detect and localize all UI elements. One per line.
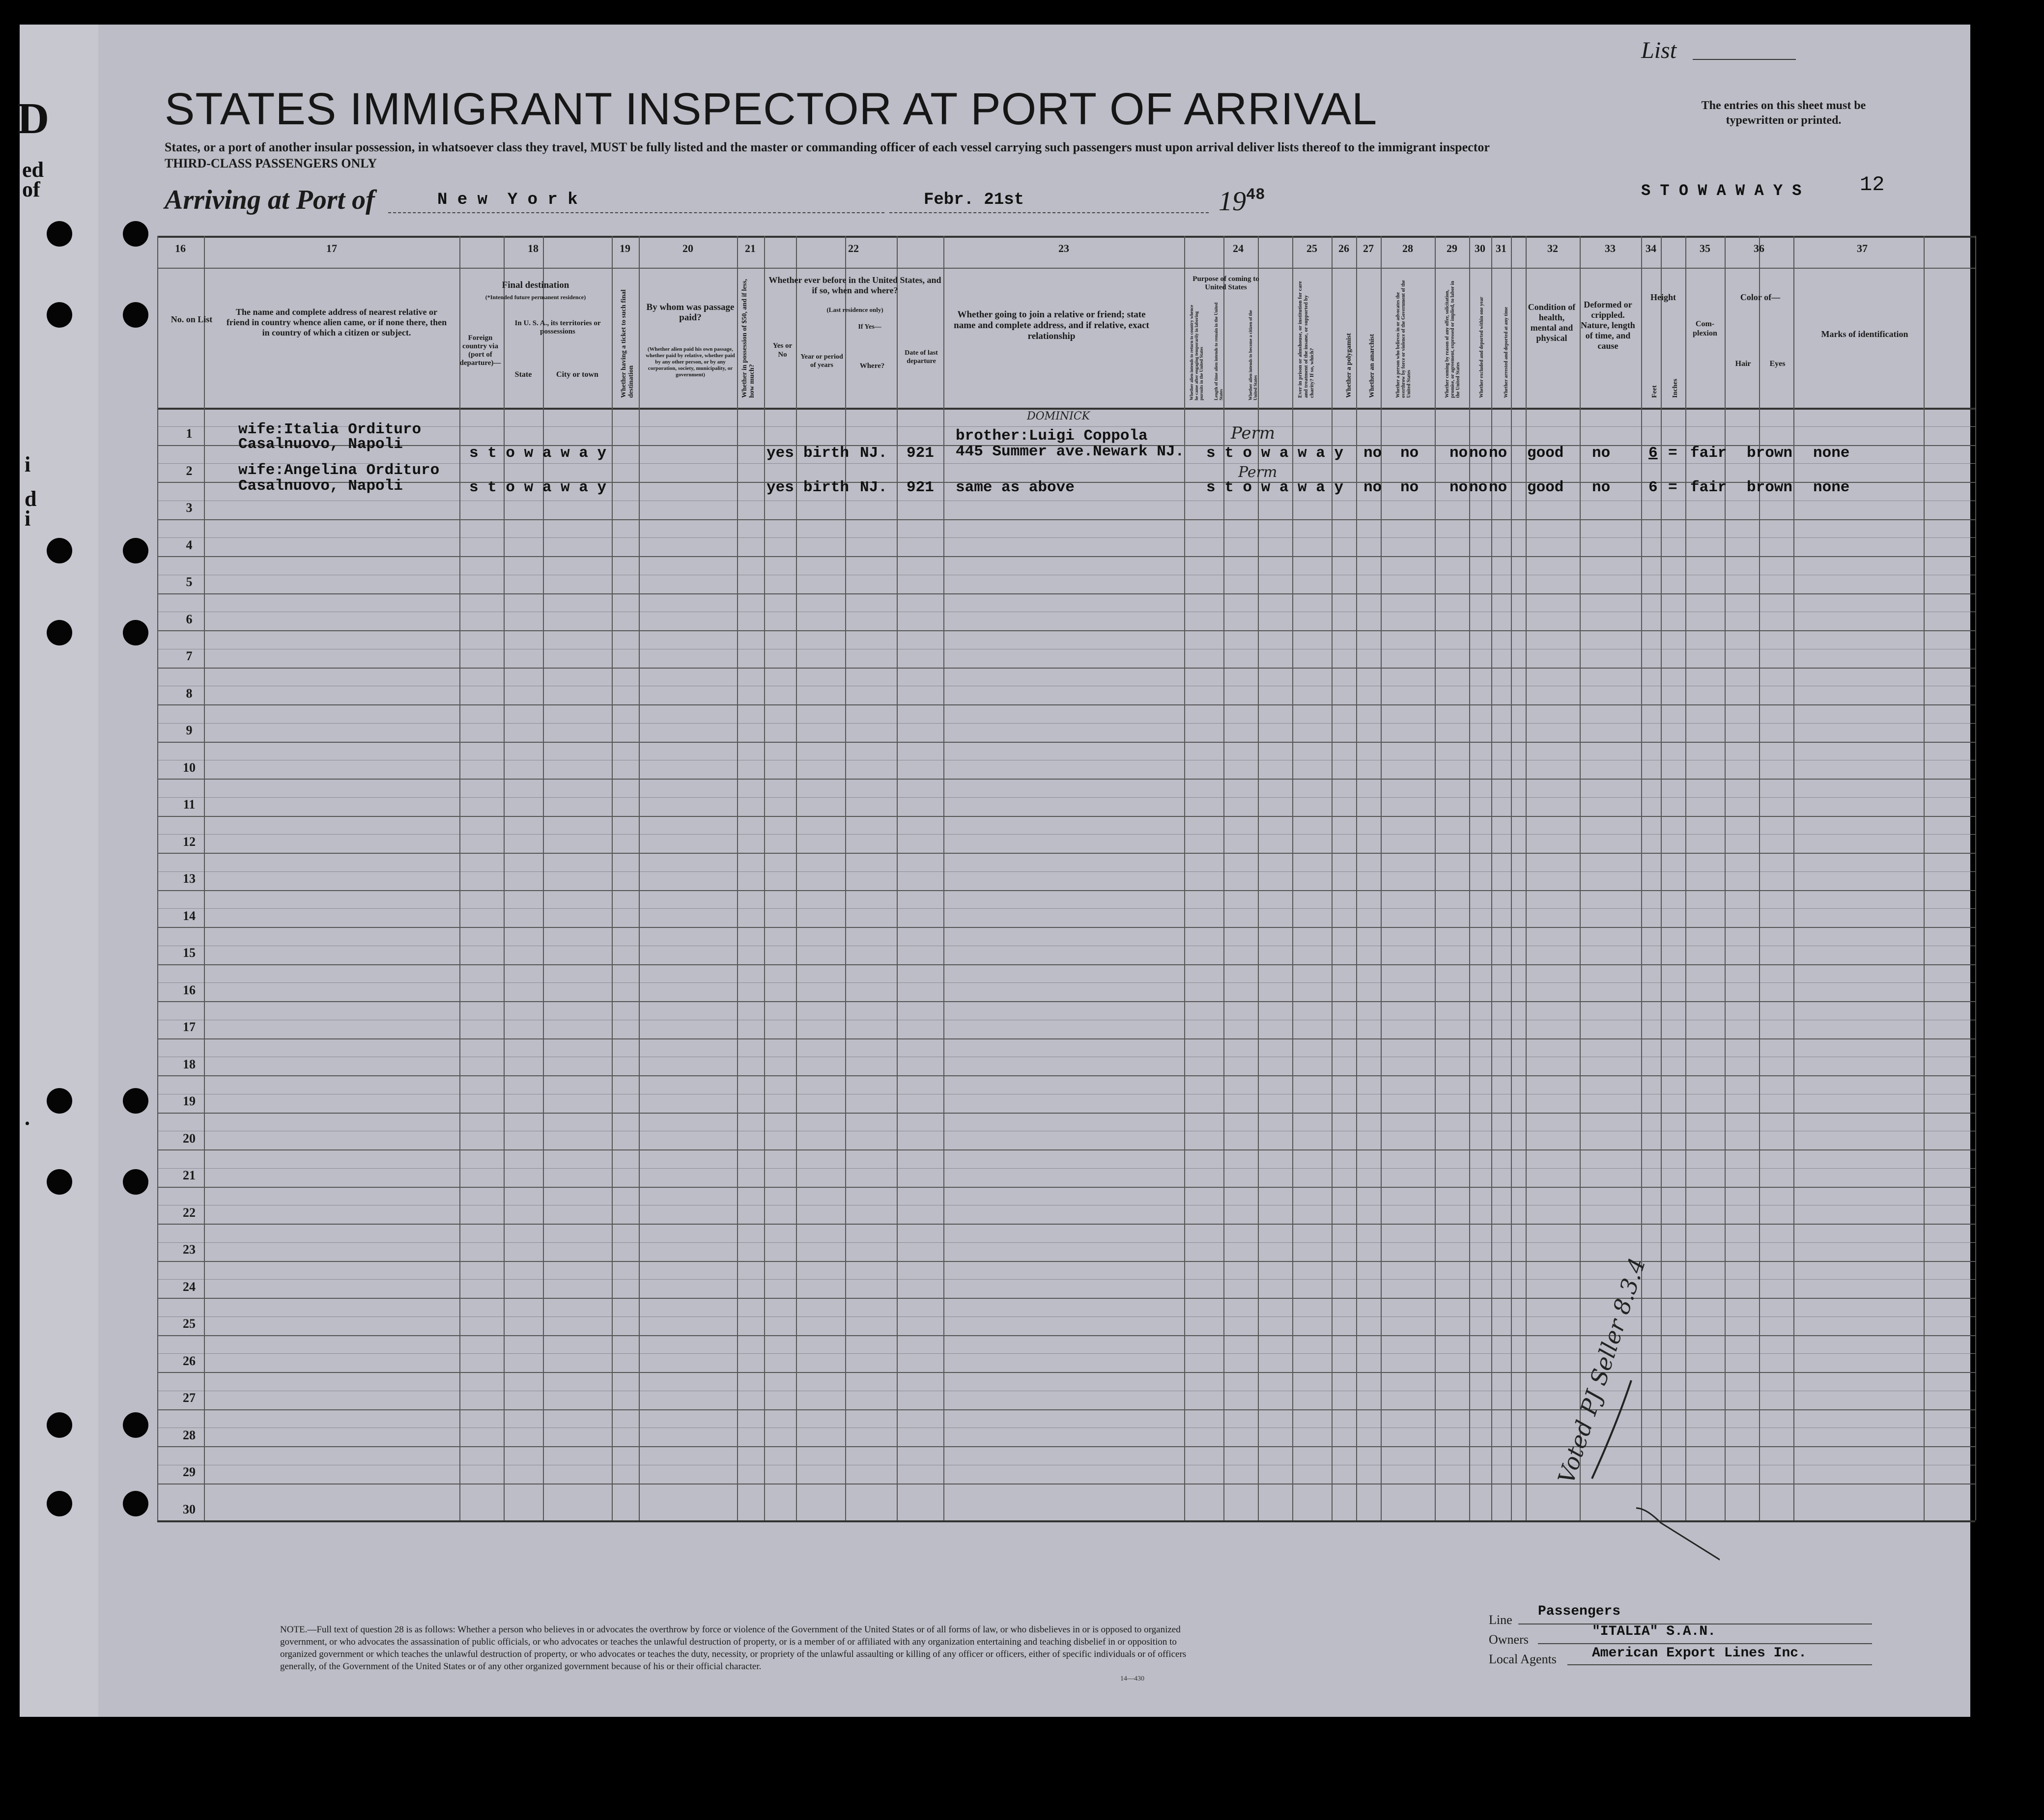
punch-hole	[47, 1088, 72, 1114]
row1-relative-line1: wife:Italia Ordituro	[238, 421, 422, 438]
column-number: 34	[1646, 242, 1656, 254]
grid-line	[157, 556, 1975, 557]
grid-line	[1759, 236, 1760, 1520]
row-number: 12	[183, 834, 196, 849]
handwritten-annotation: Voted PJ Seller 8.3.4	[1553, 1254, 1651, 1487]
row-number: 3	[186, 501, 193, 515]
row-line	[157, 908, 1975, 909]
owners-value: "ITALIA" S.A.N.	[1592, 1624, 1716, 1639]
page-title: STATES IMMIGRANT INSPECTOR AT PORT OF ARRIVAL	[165, 84, 1378, 134]
list-number-line	[1693, 59, 1796, 60]
punch-hole	[47, 620, 72, 645]
header-polygamist: Whether a polygamist	[1345, 333, 1353, 398]
row2-destination: s t o w a w a y	[469, 479, 607, 496]
row1-period: birth	[803, 445, 850, 462]
row1-departure: 921	[907, 445, 934, 462]
row2-q31: no	[1489, 479, 1507, 496]
header-passage-paid: By whom was passage paid?	[646, 302, 735, 323]
grid-line	[157, 1149, 1975, 1150]
year-prefix	[1219, 186, 1265, 217]
row-number: 29	[183, 1465, 196, 1479]
grid-line	[1469, 236, 1470, 1520]
row-number: 13	[183, 871, 196, 886]
header-complexion: Com-plexion	[1693, 320, 1717, 337]
row2-join-line1: same as above	[956, 479, 1075, 496]
row1-inches: =	[1668, 445, 1677, 462]
grid-line	[1511, 236, 1512, 1520]
header-q31: Whether arrested and deported at any time	[1504, 307, 1509, 398]
row-line	[157, 537, 1975, 538]
row-number: 17	[183, 1020, 196, 1034]
row-line	[157, 723, 1975, 724]
grid-line	[157, 1261, 1975, 1262]
header-in-usa: In U. S. A., its territories or possessions	[514, 319, 601, 336]
owners-fill-line	[1538, 1643, 1872, 1644]
row1-deformed: no	[1592, 445, 1611, 462]
row-line	[157, 1242, 1975, 1243]
port-fill-line	[388, 212, 884, 213]
year-suffix-text: 48	[1246, 186, 1265, 204]
punch-hole	[123, 538, 148, 563]
row1-hair: brown	[1747, 445, 1793, 462]
form-number: 14—430	[1120, 1675, 1144, 1682]
grid-line	[157, 1224, 1975, 1225]
grid-line	[1184, 236, 1185, 1520]
row-number: 14	[183, 908, 196, 923]
row2-where: NJ.	[860, 479, 887, 496]
punch-hole	[123, 1169, 148, 1195]
grid-line	[157, 890, 1975, 891]
grid-line	[157, 927, 1975, 928]
grid-line	[1223, 236, 1224, 1520]
row1-join-line1: brother:Luigi Coppola	[956, 427, 1148, 445]
punch-hole	[47, 1169, 72, 1195]
grid-line	[543, 236, 544, 1520]
row-line	[157, 797, 1975, 798]
strip-fragment: i	[25, 452, 31, 476]
category-label: S T O W A W A Y S	[1641, 182, 1802, 200]
column-number: 16	[175, 242, 186, 254]
header-marks: Marks of identification	[1821, 329, 1908, 339]
row-line	[157, 982, 1975, 983]
grid-line	[1292, 236, 1293, 1520]
header-ever-before: Whether ever before in the United States, and if so, when and where?	[768, 275, 941, 295]
column-number: 23	[1058, 242, 1069, 254]
header-join-relative: Whether going to join a relative or friend; state name and complete address, and if relative, exact relationship	[954, 309, 1149, 341]
row1-marks: none	[1813, 445, 1850, 462]
grid-line	[1356, 236, 1357, 1520]
strip-fragment: i	[25, 506, 31, 531]
row-line	[157, 871, 1975, 872]
header-purpose-b: Length of time alien intends to remain in the United States	[1214, 302, 1223, 400]
header-height: Height	[1650, 292, 1676, 302]
row2-feet: 6	[1648, 479, 1658, 496]
row-number: 9	[186, 723, 193, 737]
punch-hole	[123, 620, 148, 645]
column-number: 27	[1363, 242, 1374, 254]
row-number: 10	[183, 760, 196, 775]
row2-relative-line1: wife:Angelina Ordituro	[238, 462, 440, 479]
row-line	[157, 1279, 1975, 1280]
punch-hole	[123, 1412, 148, 1438]
column-number: 26	[1338, 242, 1349, 254]
row2-relative-line2: Casalnuovo, Napoli	[238, 477, 403, 495]
row2-purpose: s t o w a w a y	[1206, 479, 1344, 496]
row-number: 22	[183, 1205, 196, 1220]
grid-line	[157, 1001, 1975, 1002]
grid-line	[1381, 236, 1382, 1520]
date-value: Febr. 21st	[924, 191, 1024, 209]
header-eyes: Eyes	[1769, 360, 1786, 368]
row2-departure: 921	[907, 479, 934, 496]
strip-fragment: d	[25, 487, 37, 511]
grid-line	[1924, 236, 1925, 1520]
row1-join-line2: 445 Summer ave.Newark NJ.	[956, 443, 1185, 460]
row-number: 18	[183, 1057, 196, 1071]
typewritten-note: The entries on this sheet must be typewritten or printed.	[1701, 99, 1866, 127]
row-number: 5	[186, 575, 193, 589]
grid-line	[157, 1298, 1975, 1299]
agents-fill-line	[1567, 1664, 1872, 1665]
row-number: 15	[183, 946, 196, 960]
punch-hole	[47, 221, 72, 247]
header-purpose-c: Whether alien intends to become a citizen of the United States	[1248, 310, 1258, 400]
column-number: 28	[1402, 242, 1413, 254]
row2-marks: none	[1813, 479, 1850, 496]
header-inches: Inches	[1672, 379, 1679, 398]
column-number: 30	[1475, 242, 1485, 254]
column-number: 29	[1447, 242, 1457, 254]
grid-line	[157, 1335, 1975, 1336]
punch-hole	[123, 1491, 148, 1516]
grid-line	[157, 1038, 1975, 1039]
grid-line	[459, 236, 460, 1520]
header-final-destination-sub: (*Intended future permanent residence)	[485, 294, 586, 301]
row-number: 16	[183, 982, 196, 997]
row-line	[157, 1353, 1975, 1354]
grid-line	[157, 742, 1975, 743]
grid-line	[612, 236, 613, 1520]
arriving-label: Arriving at Port of	[165, 185, 375, 215]
punch-hole	[47, 1491, 72, 1516]
header-possession-50: Whether in possession of $50, and if less, how much?	[741, 279, 756, 398]
header-purpose-a: Whether alien intends to return to country whence he came after engaging temporarily in laboring pursuits in the United States	[1189, 305, 1204, 400]
column-number: 22	[848, 242, 859, 254]
grid-line	[796, 236, 797, 1520]
local-agents-label: Local Agents	[1489, 1652, 1557, 1666]
grid-line	[1332, 236, 1333, 1520]
row-number: 4	[186, 537, 193, 552]
grid-line	[1435, 236, 1436, 1520]
strip-fragment: .	[25, 1106, 30, 1130]
header-yes-no: Yes or No	[772, 342, 793, 359]
punch-hole	[123, 221, 148, 247]
column-number: 17	[326, 242, 337, 254]
header-anarchist: Whether an anarchist	[1368, 334, 1376, 398]
punch-hole	[47, 1412, 72, 1438]
column-number: 19	[620, 242, 630, 254]
row-number: 20	[183, 1131, 196, 1146]
row1-relative-line2: Casalnuovo, Napoli	[238, 436, 403, 453]
row2-q30: no	[1469, 479, 1488, 496]
row-number: 2	[186, 463, 193, 478]
column-number: 21	[745, 242, 756, 254]
punch-hole	[47, 538, 72, 563]
list-label: List	[1641, 37, 1677, 63]
previous-page-strip	[17, 25, 101, 1717]
grid-line	[157, 236, 1975, 238]
row2-hair: brown	[1747, 479, 1793, 496]
row2-inches: =	[1668, 479, 1677, 496]
strip-fragment: ed	[22, 158, 44, 182]
grid-line	[1685, 236, 1686, 1520]
grid-line	[157, 668, 1975, 669]
row2-complexion: fair	[1690, 479, 1727, 496]
grid-line	[845, 236, 846, 1520]
row-number: 7	[186, 649, 193, 663]
header-year-period: Year or period of years	[800, 353, 843, 369]
row2-polygamist: no	[1363, 479, 1382, 496]
row2-ever-before: yes	[766, 479, 794, 496]
header-where: Where?	[859, 362, 885, 370]
header-city: City or town	[556, 370, 598, 379]
row1-feet: 6	[1648, 445, 1658, 462]
line-value: Passengers	[1538, 1604, 1621, 1619]
row-number: 8	[186, 686, 193, 700]
column-number: 37	[1857, 242, 1868, 254]
grid-line	[897, 236, 898, 1520]
row-number: 11	[183, 797, 196, 812]
header-q29: Whether coming by reason of any offer, solicitation, promise, or agreement, expressed or implied, to labor in the United States	[1445, 280, 1461, 398]
header-instruction: States, or a port of another insular possession, in whatsoever class they travel, MUST be fully listed and the master or commanding officer of each vessel carrying such passengers must upon arrival deliver lists thereof to the immigrant inspector	[165, 140, 1490, 154]
grid-line	[1725, 236, 1726, 1520]
row1-complexion: fair	[1690, 445, 1727, 462]
grid-line	[157, 519, 1975, 520]
grid-line	[157, 853, 1975, 854]
grid-line	[639, 236, 640, 1520]
column-number: 20	[682, 242, 693, 254]
grid-line	[504, 236, 505, 1520]
header-q28: Whether a person who believes in or advocates the overthrow by force or violence of the Government of the United States	[1395, 280, 1412, 398]
grid-line	[157, 408, 1975, 410]
punch-hole	[47, 302, 72, 328]
third-class-label: THIRD-CLASS PASSENGERS ONLY	[165, 156, 377, 170]
row-number: 27	[183, 1391, 196, 1405]
grid-line	[943, 236, 944, 1520]
header-ever-before-sub: (Last residence only)	[826, 306, 883, 313]
grid-line	[157, 1113, 1975, 1114]
grid-line	[157, 964, 1975, 965]
row1-where: NJ.	[860, 445, 887, 462]
grid-line	[157, 593, 1975, 594]
header-state: State	[514, 370, 532, 379]
grid-line	[1975, 236, 1976, 1520]
grid-line	[764, 236, 765, 1520]
row-number: 25	[183, 1316, 196, 1331]
header-deformed: Deformed or crippled. Nature, length of time, and cause	[1581, 300, 1635, 351]
header-feet: Feet	[1651, 385, 1658, 398]
grid-line	[1526, 236, 1527, 1520]
row-number: 21	[183, 1168, 196, 1182]
header-prison: Ever in prison or almshouse, or institution for care and treatment of the insane, or supported by charity? If so, which?	[1297, 281, 1315, 398]
year-prefix-text: 19	[1219, 186, 1246, 217]
footnote-question-28: NOTE.—Full text of question 28 is as follows: Whether a person who believes in or advocates the overthrow by force or violence of the Government of the United States or of all forms of law, or who disbelieves in or is opposed to organized government, or who advocates the assassination of public officials, or who advocates or teaches the unlawful destruction of property, or is a member of or affiliated with any organization entertaining and teaching disbelief in or opposition to organized government or which teaches the unlawful destruction of property, or who advocates or teaches the duty, necessity, or propriety of the unlawful assaulting or killing of any officer or officers, either of specific individuals or of officers generally, of the Government of the United States or of any other organized government because of his or their official character.	[280, 1624, 1187, 1672]
agents-value: American Export Lines Inc.	[1592, 1646, 1807, 1661]
row2-anarchist: no	[1400, 479, 1419, 496]
row1-join-correction: DOMINICK	[1027, 410, 1090, 422]
row-number: 6	[186, 612, 193, 626]
row1-polygamist: no	[1363, 445, 1382, 462]
grid-line	[1641, 236, 1642, 1520]
row-number: 23	[183, 1242, 196, 1257]
row-line	[157, 1316, 1975, 1317]
header-nearest-relative: The name and complete address of nearest relative or friend in country whence alien came, or if none there, then in country of which a citizen or subject.	[226, 307, 447, 337]
row1-ever-before: yes	[766, 445, 794, 462]
row1-q29: no	[1449, 445, 1468, 462]
row1-destination: s t o w a w a y	[469, 445, 607, 462]
page-number: 12	[1860, 173, 1885, 196]
column-number: 35	[1700, 242, 1710, 254]
row-number: 26	[183, 1353, 196, 1368]
header-q30: Whether excluded and deported within one year	[1479, 297, 1484, 398]
column-number: 31	[1496, 242, 1506, 254]
row2-q29: no	[1449, 479, 1468, 496]
column-number: 33	[1605, 242, 1616, 254]
column-number: 25	[1306, 242, 1317, 254]
grid-line	[157, 816, 1975, 817]
row-line	[157, 426, 1975, 427]
row2-health: good	[1527, 479, 1564, 496]
header-foreign-country: Foreign country via (port of departure)—	[459, 334, 501, 367]
date-fill-line	[889, 212, 1209, 213]
row1-q31: no	[1489, 445, 1507, 462]
row1-q30: no	[1469, 445, 1488, 462]
grid-line	[157, 1187, 1975, 1188]
grid-line	[157, 630, 1975, 631]
row-number: 19	[183, 1094, 196, 1108]
grid-line	[1580, 236, 1581, 1520]
row-number: 28	[183, 1428, 196, 1442]
header-hair: Hair	[1735, 360, 1751, 368]
column-number: 32	[1547, 242, 1558, 254]
row-number: 1	[186, 426, 193, 441]
grid-line	[157, 779, 1975, 780]
header-date-departure: Date of last departure	[905, 349, 938, 365]
header-purpose: Purpose of coming to United States	[1192, 275, 1259, 291]
strip-fragment: D	[17, 94, 49, 143]
column-number: 18	[528, 242, 539, 254]
column-number: 24	[1233, 242, 1244, 254]
row2-purpose-note: Perm	[1238, 464, 1278, 481]
port-value: N e w Y o r k	[437, 191, 578, 209]
grid-line	[157, 704, 1975, 705]
header-if-yes: If Yes—	[858, 323, 881, 331]
header-no-on-list: No. on List	[170, 314, 213, 324]
row1-purpose-note: Perm	[1231, 423, 1275, 443]
header-passage-paid-sub: (Whether alien paid his own passage, whether paid by relative, whether paid by any other person, or by any corporation, society, municipality, or government)	[646, 346, 735, 378]
row-number: 24	[183, 1279, 196, 1294]
punch-hole	[123, 1088, 148, 1114]
owners-label: Owners	[1489, 1632, 1529, 1647]
strip-fragment: of	[22, 177, 40, 201]
row1-health: good	[1527, 445, 1564, 462]
grid-line	[1491, 236, 1492, 1520]
row1-anarchist: no	[1400, 445, 1419, 462]
grid-line	[157, 1075, 1975, 1076]
grid-line	[1793, 236, 1794, 1520]
grid-line	[737, 236, 738, 1520]
row1-purpose: s t o w a w a y	[1206, 445, 1344, 462]
punch-hole	[123, 302, 148, 328]
header-final-destination: Final destination	[502, 280, 569, 290]
row-line	[157, 834, 1975, 835]
row2-deformed: no	[1592, 479, 1611, 496]
row-number: 30	[183, 1502, 196, 1516]
line-label: Line	[1489, 1613, 1512, 1627]
header-color-of: Color of—	[1740, 292, 1781, 302]
row2-period: birth	[803, 479, 850, 496]
grid-line	[157, 268, 1975, 269]
column-number: 36	[1754, 242, 1764, 254]
header-ticket: Whether having a ticket to such final destination	[620, 289, 635, 398]
row-line	[157, 1168, 1975, 1169]
header-health: Condition of health, mental and physical	[1528, 302, 1576, 343]
grid-line	[1661, 236, 1662, 1520]
